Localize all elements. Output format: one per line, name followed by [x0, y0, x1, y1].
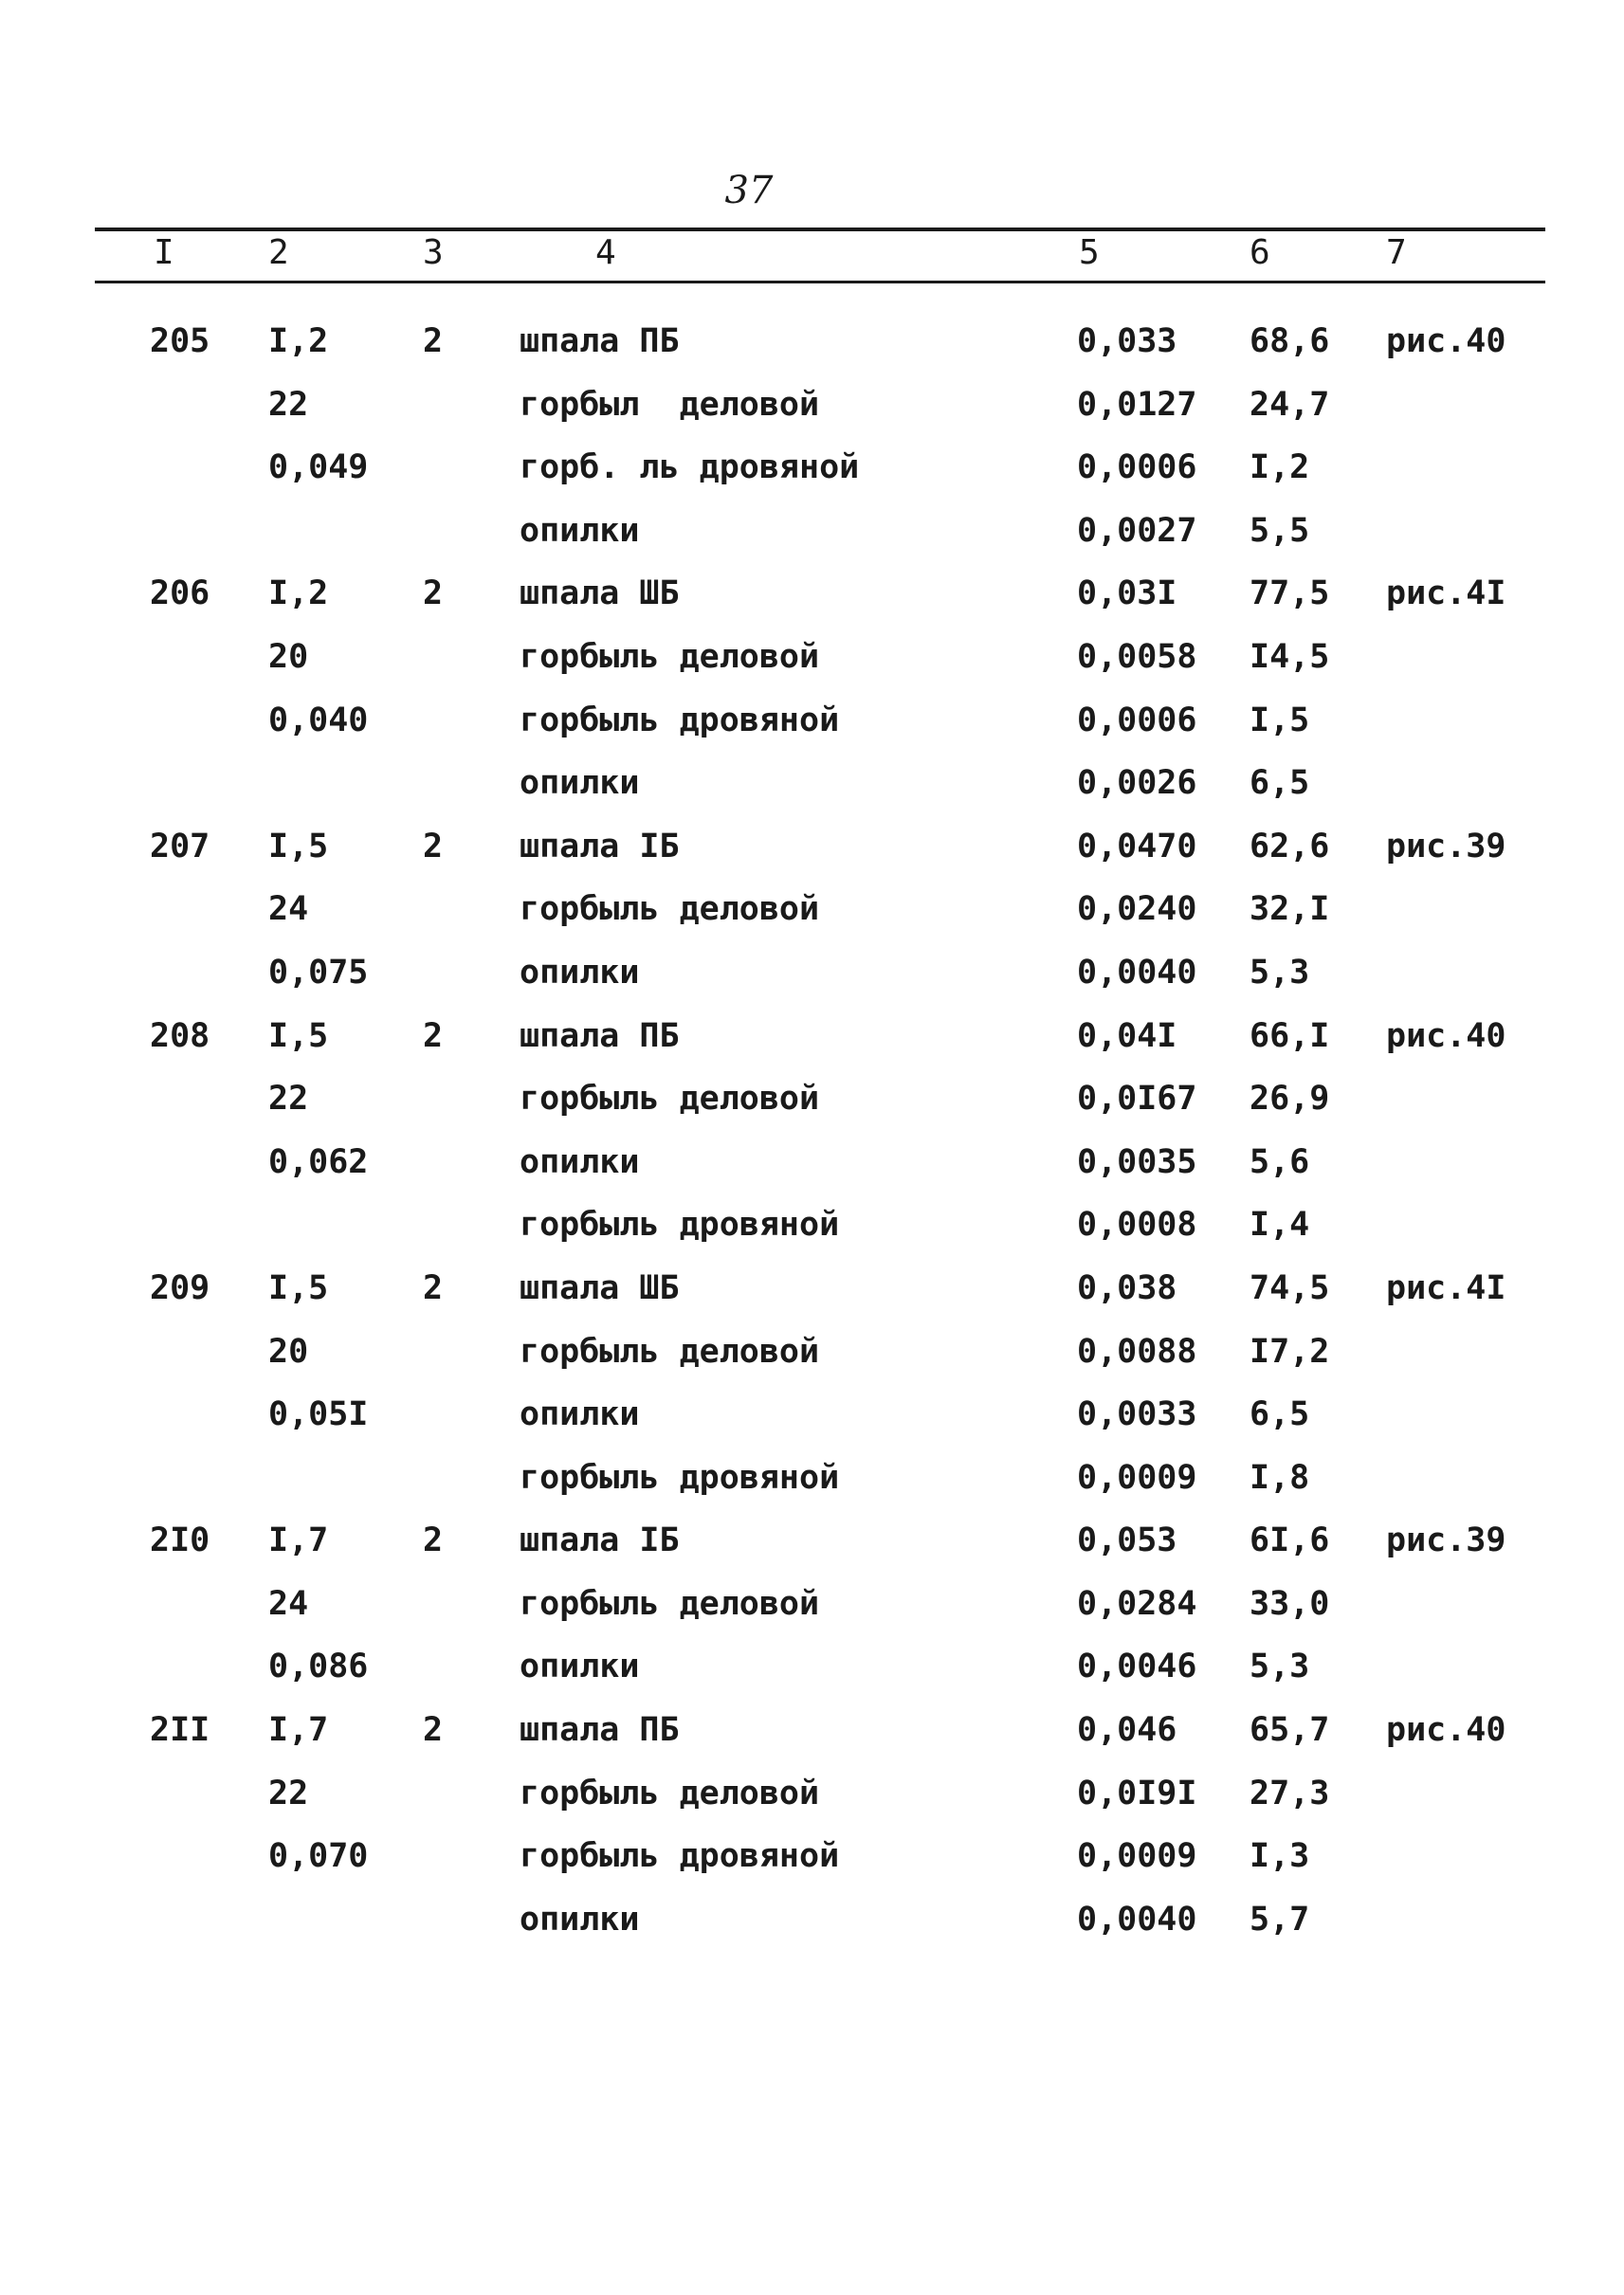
cell-description: горбыль деловой [520, 1584, 820, 1623]
column-header-6: 6 [1250, 233, 1270, 272]
cell-percent: I,4 [1250, 1206, 1310, 1245]
cell-volume: 0,0470 [1077, 827, 1197, 865]
cell-col-2: I,7 [268, 1521, 329, 1560]
row-number: 205 [150, 322, 210, 360]
cell-volume: 0,0009 [1077, 1458, 1197, 1497]
cell-description: горбыль дровяной [520, 1458, 840, 1497]
table-row [0, 1143, 1624, 1207]
table-body [0, 322, 1624, 1963]
column-header-1: I [154, 233, 174, 272]
cell-volume: 0,0I9I [1077, 1774, 1197, 1812]
cell-description: опилки [520, 511, 640, 550]
cell-col-2: I,5 [268, 1268, 329, 1307]
cell-volume: 0,0026 [1077, 764, 1197, 803]
cell-percent: 5,5 [1250, 511, 1310, 550]
cell-description: шпала IБ [520, 1521, 680, 1560]
table-row [0, 1333, 1624, 1396]
cell-description: горбыль дровяной [520, 1206, 840, 1245]
cell-percent: 5,3 [1250, 1648, 1310, 1686]
cell-percent: I,5 [1250, 701, 1310, 739]
table-row [0, 322, 1624, 386]
cell-percent: 68,6 [1250, 322, 1330, 360]
column-header-3: 3 [423, 233, 444, 272]
cell-col-2: I,7 [268, 1711, 329, 1750]
cell-percent: 5,7 [1250, 1900, 1310, 1939]
table-row [0, 1837, 1624, 1901]
cell-col-3: 2 [423, 1711, 444, 1750]
cell-col-2: 22 [268, 1774, 309, 1812]
cell-col-2: 0,070 [268, 1837, 369, 1876]
column-header-5: 5 [1079, 233, 1100, 272]
cell-figure-ref: рис.4I [1386, 1268, 1506, 1307]
column-header-2: 2 [268, 233, 289, 272]
cell-col-3: 2 [423, 574, 444, 613]
cell-percent: I7,2 [1250, 1332, 1330, 1371]
table-row [0, 890, 1624, 954]
cell-volume: 0,0008 [1077, 1206, 1197, 1245]
cell-description: опилки [520, 1142, 640, 1181]
cell-col-3: 2 [423, 322, 444, 360]
cell-description: опилки [520, 1648, 640, 1686]
table-row [0, 1459, 1624, 1522]
row-number: 208 [150, 1016, 210, 1055]
cell-col-2: I,5 [268, 1016, 329, 1055]
cell-description: горбыль деловой [520, 890, 820, 929]
cell-description: горбыл деловой [520, 385, 820, 424]
cell-percent: 6I,6 [1250, 1521, 1330, 1560]
table-row [0, 512, 1624, 575]
cell-description: опилки [520, 1900, 640, 1939]
cell-col-2: 0,05I [268, 1395, 369, 1434]
cell-volume: 0,0127 [1077, 385, 1197, 424]
table-row [0, 954, 1624, 1017]
cell-volume: 0,0035 [1077, 1142, 1197, 1181]
cell-description: горб. ль дровяной [520, 448, 860, 487]
cell-col-3: 2 [423, 827, 444, 865]
table-row [0, 1017, 1624, 1081]
cell-figure-ref: рис.4I [1386, 574, 1506, 613]
cell-description: горбыль деловой [520, 1332, 820, 1371]
cell-volume: 0,03I [1077, 574, 1177, 613]
cell-volume: 0,046 [1077, 1711, 1177, 1750]
cell-col-2: 24 [268, 1584, 309, 1623]
cell-volume: 0,0040 [1077, 1900, 1197, 1939]
page-number: 37 [724, 169, 774, 212]
table-row [0, 764, 1624, 828]
table-row [0, 1080, 1624, 1143]
cell-description: горбыль деловой [520, 637, 820, 676]
cell-col-2: I,2 [268, 574, 329, 613]
cell-volume: 0,0009 [1077, 1837, 1197, 1876]
table-header-rule [95, 281, 1545, 283]
cell-description: горбыль деловой [520, 1080, 820, 1119]
cell-percent: 6,5 [1250, 764, 1310, 803]
column-header-4: 4 [595, 233, 616, 272]
cell-volume: 0,0006 [1077, 448, 1197, 487]
cell-description: горбыль дровяной [520, 1837, 840, 1876]
cell-percent: 77,5 [1250, 574, 1330, 613]
cell-volume: 0,0027 [1077, 511, 1197, 550]
table-header-row [0, 233, 1624, 277]
table-row [0, 828, 1624, 891]
cell-description: шпала ПБ [520, 322, 680, 360]
cell-volume: 0,033 [1077, 322, 1177, 360]
table-row [0, 1395, 1624, 1459]
column-header-7: 7 [1386, 233, 1407, 272]
table-row [0, 701, 1624, 765]
table-row [0, 1521, 1624, 1585]
cell-volume: 0,0033 [1077, 1395, 1197, 1434]
cell-description: опилки [520, 1395, 640, 1434]
row-number: 206 [150, 574, 210, 613]
cell-percent: 24,7 [1250, 385, 1330, 424]
cell-percent: 26,9 [1250, 1080, 1330, 1119]
row-number: 2I0 [150, 1521, 210, 1560]
cell-figure-ref: рис.39 [1386, 827, 1506, 865]
cell-col-2: 24 [268, 890, 309, 929]
cell-description: горбыль дровяной [520, 701, 840, 739]
cell-col-2: I,5 [268, 827, 329, 865]
table-row [0, 1585, 1624, 1648]
cell-col-2: 20 [268, 1332, 309, 1371]
cell-col-2: 22 [268, 385, 309, 424]
cell-description: опилки [520, 953, 640, 992]
table-row [0, 1206, 1624, 1269]
cell-description: шпала ПБ [520, 1711, 680, 1750]
cell-description: шпала ШБ [520, 574, 680, 613]
cell-volume: 0,038 [1077, 1268, 1177, 1307]
cell-col-2: 20 [268, 637, 309, 676]
cell-description: опилки [520, 764, 640, 803]
cell-percent: 74,5 [1250, 1268, 1330, 1307]
cell-col-3: 2 [423, 1268, 444, 1307]
cell-volume: 0,0040 [1077, 953, 1197, 992]
cell-percent: 33,0 [1250, 1584, 1330, 1623]
table-row [0, 448, 1624, 512]
cell-percent: 65,7 [1250, 1711, 1330, 1750]
table-row [0, 1775, 1624, 1838]
cell-volume: 0,0006 [1077, 701, 1197, 739]
cell-description: шпала ПБ [520, 1016, 680, 1055]
cell-col-2: 0,049 [268, 448, 369, 487]
cell-percent: 62,6 [1250, 827, 1330, 865]
table-row [0, 1648, 1624, 1711]
cell-figure-ref: рис.40 [1386, 322, 1506, 360]
cell-description: шпала IБ [520, 827, 680, 865]
cell-volume: 0,0058 [1077, 637, 1197, 676]
cell-volume: 0,0284 [1077, 1584, 1197, 1623]
cell-volume: 0,0I67 [1077, 1080, 1197, 1119]
cell-col-2: 0,062 [268, 1142, 369, 1181]
cell-volume: 0,0046 [1077, 1648, 1197, 1686]
row-number: 209 [150, 1268, 210, 1307]
cell-percent: I,8 [1250, 1458, 1310, 1497]
cell-col-2: 0,086 [268, 1648, 369, 1686]
cell-description: горбыль деловой [520, 1774, 820, 1812]
cell-volume: 0,0088 [1077, 1332, 1197, 1371]
cell-col-2: I,2 [268, 322, 329, 360]
cell-percent: 66,I [1250, 1016, 1330, 1055]
cell-volume: 0,053 [1077, 1521, 1177, 1560]
cell-figure-ref: рис.40 [1386, 1711, 1506, 1750]
cell-figure-ref: рис.40 [1386, 1016, 1506, 1055]
cell-description: шпала ШБ [520, 1268, 680, 1307]
cell-col-2: 22 [268, 1080, 309, 1119]
table-row [0, 1901, 1624, 1964]
cell-percent: I,2 [1250, 448, 1310, 487]
table-row [0, 1711, 1624, 1775]
cell-percent: I4,5 [1250, 637, 1330, 676]
table-row [0, 386, 1624, 449]
cell-percent: 6,5 [1250, 1395, 1310, 1434]
cell-percent: I,3 [1250, 1837, 1310, 1876]
table-row [0, 1269, 1624, 1333]
cell-col-3: 2 [423, 1016, 444, 1055]
table-row [0, 574, 1624, 638]
row-number: 2II [150, 1711, 210, 1750]
cell-percent: 5,3 [1250, 953, 1310, 992]
row-number: 207 [150, 827, 210, 865]
cell-volume: 0,04I [1077, 1016, 1177, 1055]
cell-percent: 32,I [1250, 890, 1330, 929]
cell-percent: 27,3 [1250, 1774, 1330, 1812]
table-row [0, 638, 1624, 701]
table-top-rule [95, 228, 1545, 231]
cell-col-2: 0,040 [268, 701, 369, 739]
cell-figure-ref: рис.39 [1386, 1521, 1506, 1560]
cell-col-2: 0,075 [268, 953, 369, 992]
cell-col-3: 2 [423, 1521, 444, 1560]
cell-percent: 5,6 [1250, 1142, 1310, 1181]
cell-volume: 0,0240 [1077, 890, 1197, 929]
